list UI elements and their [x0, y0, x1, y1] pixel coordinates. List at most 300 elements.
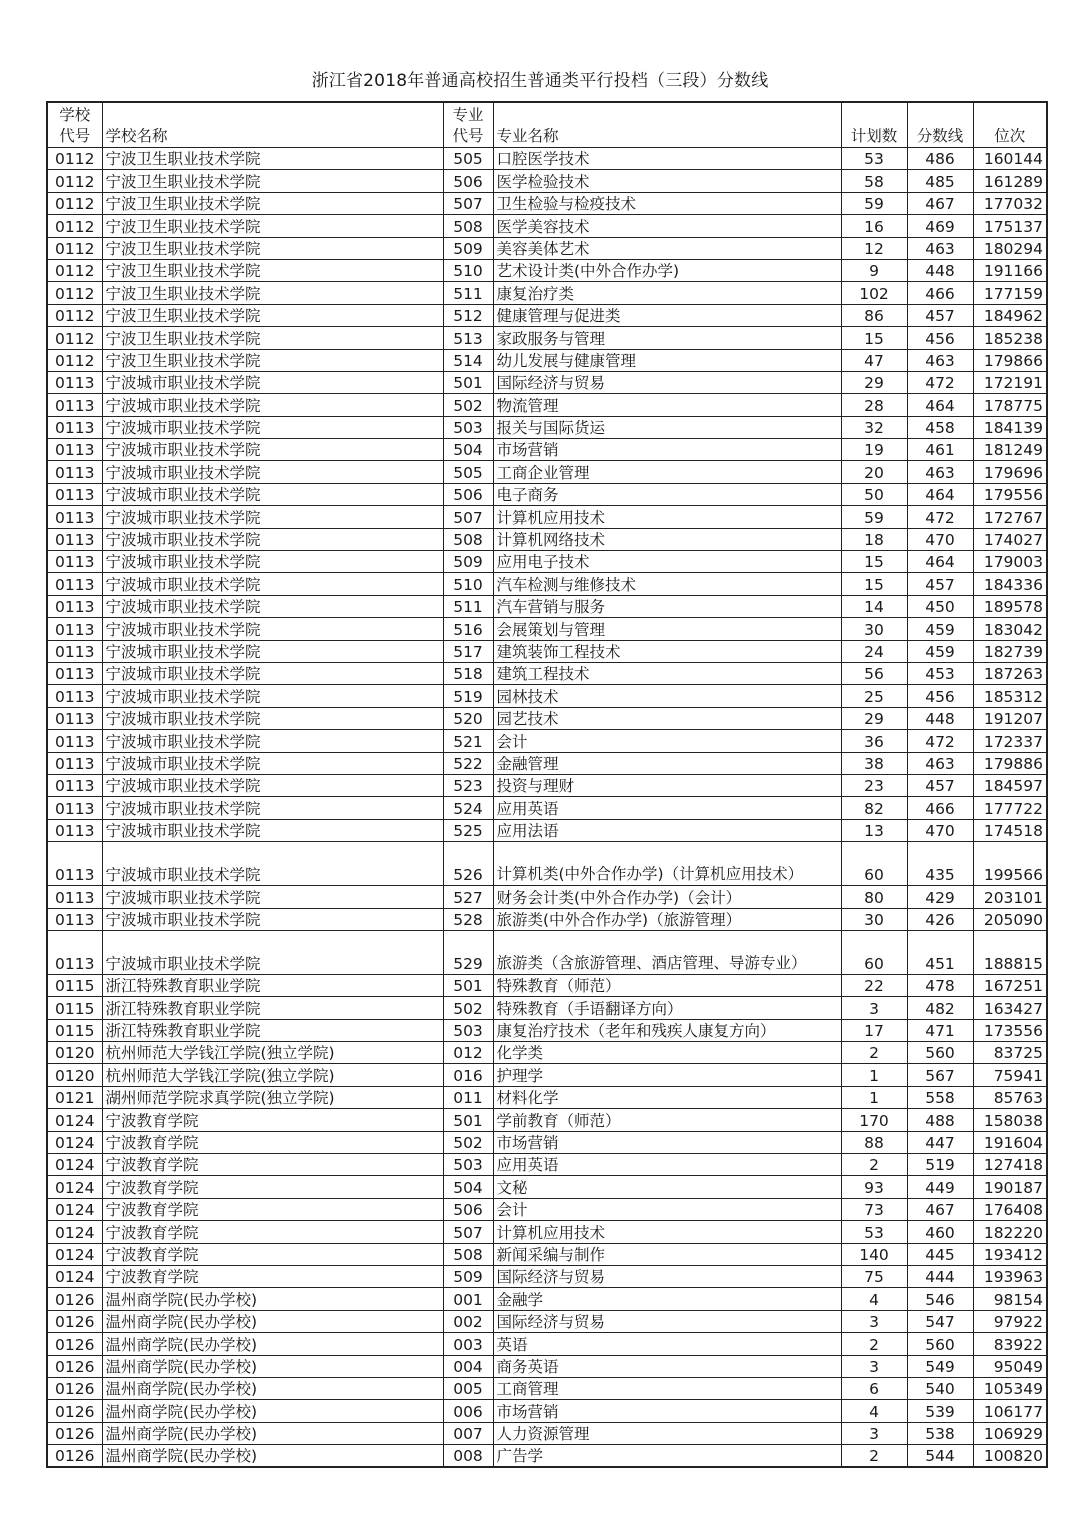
cell-school-name: 温州商学院(民办学校)	[102, 1422, 443, 1444]
cell-score: 461	[907, 439, 973, 461]
table-row	[47, 974, 1047, 996]
cell-major-code: 511	[443, 282, 493, 304]
cell-score: 470	[907, 819, 973, 841]
table-row	[47, 618, 1047, 640]
cell-major-name: 材料化学	[493, 1086, 841, 1108]
cell-major-name: 文秘	[493, 1176, 841, 1198]
table-row	[47, 1109, 1047, 1131]
cell-major-code: 511	[443, 595, 493, 617]
table-row	[47, 461, 1047, 483]
cell-plan: 3	[841, 1310, 907, 1332]
cell-plan: 15	[841, 327, 907, 349]
cell-score: 458	[907, 416, 973, 438]
header-score: 分数线	[907, 102, 973, 148]
cell-plan: 75	[841, 1265, 907, 1287]
cell-score: 488	[907, 1109, 973, 1131]
cell-score: 459	[907, 618, 973, 640]
cell-major-code: 521	[443, 730, 493, 752]
cell-score: 457	[907, 304, 973, 326]
cell-major-name: 物流管理	[493, 394, 841, 416]
cell-school-name: 宁波教育学院	[102, 1154, 443, 1176]
cell-major-name: 计算机应用技术	[493, 1221, 841, 1243]
cell-plan: 59	[841, 506, 907, 528]
cell-major-code: 512	[443, 304, 493, 326]
cell-rank: 161289	[973, 170, 1047, 192]
cell-plan: 1	[841, 1064, 907, 1086]
cell-school-name: 宁波卫生职业技术学院	[102, 327, 443, 349]
cell-school-name: 温州商学院(民办学校)	[102, 1288, 443, 1310]
cell-school-name: 宁波城市职业技术学院	[102, 842, 443, 886]
cell-major-name: 国际经济与贸易	[493, 1310, 841, 1332]
cell-school-code: 0120	[47, 1064, 102, 1086]
table-row	[47, 394, 1047, 416]
cell-plan: 38	[841, 752, 907, 774]
cell-school-name: 宁波教育学院	[102, 1198, 443, 1220]
cell-school-code: 0115	[47, 974, 102, 996]
cell-major-code: 001	[443, 1288, 493, 1310]
cell-rank: 177032	[973, 192, 1047, 214]
cell-score: 466	[907, 797, 973, 819]
cell-major-name: 汽车营销与服务	[493, 595, 841, 617]
cell-score: 460	[907, 1221, 973, 1243]
cell-score: 464	[907, 551, 973, 573]
cell-plan: 29	[841, 707, 907, 729]
cell-major-code: 505	[443, 461, 493, 483]
table-row	[47, 1310, 1047, 1332]
cell-plan: 102	[841, 282, 907, 304]
cell-major-name: 旅游类(中外合作办学)（旅游管理）	[493, 908, 841, 930]
cell-major-name: 计算机类(中外合作办学)（计算机应用技术）	[493, 842, 841, 886]
cell-rank: 85763	[973, 1086, 1047, 1108]
cell-major-name: 护理学	[493, 1064, 841, 1086]
cell-major-name: 人力资源管理	[493, 1422, 841, 1444]
cell-major-name: 健康管理与促进类	[493, 304, 841, 326]
cell-major-name: 幼儿发展与健康管理	[493, 349, 841, 371]
cell-score: 463	[907, 752, 973, 774]
cell-school-code: 0113	[47, 707, 102, 729]
cell-school-name: 宁波城市职业技术学院	[102, 618, 443, 640]
cell-school-code: 0113	[47, 730, 102, 752]
cell-rank: 182739	[973, 640, 1047, 662]
cell-school-name: 宁波城市职业技术学院	[102, 797, 443, 819]
cell-school-name: 宁波城市职业技术学院	[102, 730, 443, 752]
cell-major-code: 508	[443, 528, 493, 550]
cell-rank: 178775	[973, 394, 1047, 416]
cell-major-name: 工商企业管理	[493, 461, 841, 483]
cell-score: 429	[907, 886, 973, 908]
table-row	[47, 371, 1047, 393]
cell-plan: 2	[841, 1042, 907, 1064]
cell-rank: 179696	[973, 461, 1047, 483]
cell-plan: 4	[841, 1400, 907, 1422]
cell-major-name: 医学检验技术	[493, 170, 841, 192]
cell-rank: 173556	[973, 1019, 1047, 1041]
cell-major-name: 汽车检测与维修技术	[493, 573, 841, 595]
table-row	[47, 1288, 1047, 1310]
cell-school-code: 0124	[47, 1131, 102, 1153]
table-row	[47, 819, 1047, 841]
cell-plan: 53	[841, 148, 907, 170]
cell-plan: 23	[841, 774, 907, 796]
cell-major-code: 506	[443, 483, 493, 505]
cell-school-code: 0112	[47, 215, 102, 237]
cell-major-code: 016	[443, 1064, 493, 1086]
cell-plan: 30	[841, 618, 907, 640]
cell-school-name: 宁波城市职业技术学院	[102, 774, 443, 796]
cell-score: 558	[907, 1086, 973, 1108]
cell-score: 457	[907, 573, 973, 595]
cell-school-code: 0124	[47, 1221, 102, 1243]
cell-school-name: 宁波卫生职业技术学院	[102, 215, 443, 237]
cell-rank: 183042	[973, 618, 1047, 640]
cell-plan: 12	[841, 237, 907, 259]
cell-major-name: 会计	[493, 730, 841, 752]
cell-major-code: 501	[443, 1109, 493, 1131]
cell-plan: 93	[841, 1176, 907, 1198]
cell-school-name: 宁波城市职业技术学院	[102, 685, 443, 707]
table-row	[47, 573, 1047, 595]
cell-plan: 88	[841, 1131, 907, 1153]
cell-rank: 160144	[973, 148, 1047, 170]
cell-rank: 179003	[973, 551, 1047, 573]
cell-major-code: 501	[443, 974, 493, 996]
table-row	[47, 730, 1047, 752]
cell-score: 549	[907, 1355, 973, 1377]
cell-rank: 167251	[973, 974, 1047, 996]
cell-score: 567	[907, 1064, 973, 1086]
cell-school-name: 浙江特殊教育职业学院	[102, 997, 443, 1019]
cell-school-code: 0113	[47, 640, 102, 662]
cell-major-name: 艺术设计类(中外合作办学)	[493, 259, 841, 281]
header-rank: 位次	[973, 102, 1047, 148]
cell-school-code: 0113	[47, 662, 102, 684]
cell-plan: 28	[841, 394, 907, 416]
cell-school-name: 宁波城市职业技术学院	[102, 371, 443, 393]
cell-score: 464	[907, 483, 973, 505]
cell-plan: 82	[841, 797, 907, 819]
table-row	[47, 1355, 1047, 1377]
cell-score: 472	[907, 730, 973, 752]
table-row	[47, 1221, 1047, 1243]
cell-major-code: 503	[443, 1154, 493, 1176]
cell-school-name: 宁波卫生职业技术学院	[102, 148, 443, 170]
table-row	[47, 1400, 1047, 1422]
cell-school-code: 0113	[47, 842, 102, 886]
cell-major-name: 建筑工程技术	[493, 662, 841, 684]
cell-school-name: 宁波教育学院	[102, 1243, 443, 1265]
cell-major-name: 计算机网络技术	[493, 528, 841, 550]
cell-rank: 187263	[973, 662, 1047, 684]
table-body	[47, 148, 1047, 1468]
cell-score: 453	[907, 662, 973, 684]
cell-rank: 179886	[973, 752, 1047, 774]
cell-major-code: 509	[443, 551, 493, 573]
cell-school-name: 宁波城市职业技术学院	[102, 506, 443, 528]
cell-score: 445	[907, 1243, 973, 1265]
cell-school-name: 宁波城市职业技术学院	[102, 886, 443, 908]
cell-school-name: 宁波城市职业技术学院	[102, 528, 443, 550]
header-major-name: 专业名称	[493, 102, 841, 148]
cell-school-code: 0113	[47, 886, 102, 908]
cell-school-name: 宁波城市职业技术学院	[102, 595, 443, 617]
cell-score: 464	[907, 394, 973, 416]
cell-school-code: 0115	[47, 997, 102, 1019]
cell-school-code: 0112	[47, 349, 102, 371]
cell-major-name: 口腔医学技术	[493, 148, 841, 170]
cell-score: 467	[907, 1198, 973, 1220]
cell-major-name: 美容美体艺术	[493, 237, 841, 259]
cell-school-code: 0124	[47, 1176, 102, 1198]
cell-rank: 184962	[973, 304, 1047, 326]
table-row	[47, 1265, 1047, 1287]
cell-school-code: 0113	[47, 774, 102, 796]
cell-major-name: 医学美容技术	[493, 215, 841, 237]
cell-school-name: 湖州师范学院求真学院(独立学院)	[102, 1086, 443, 1108]
table-row	[47, 282, 1047, 304]
document-title: 浙江省2018年普通高校招生普通类平行投档（三段）分数线	[311, 71, 769, 91]
cell-score: 435	[907, 842, 973, 886]
table-row	[47, 528, 1047, 550]
cell-plan: 3	[841, 1355, 907, 1377]
table-row	[47, 215, 1047, 237]
cell-score: 470	[907, 528, 973, 550]
cell-major-name: 国际经济与贸易	[493, 371, 841, 393]
cell-rank: 185312	[973, 685, 1047, 707]
table-row	[47, 1377, 1047, 1399]
cell-school-code: 0113	[47, 819, 102, 841]
cell-score: 457	[907, 774, 973, 796]
cell-school-code: 0112	[47, 327, 102, 349]
cell-rank: 106177	[973, 1400, 1047, 1422]
cell-school-code: 0112	[47, 237, 102, 259]
cell-school-name: 宁波卫生职业技术学院	[102, 170, 443, 192]
cell-school-code: 0113	[47, 618, 102, 640]
cell-score: 485	[907, 170, 973, 192]
cell-school-name: 宁波城市职业技术学院	[102, 461, 443, 483]
cell-rank: 176408	[973, 1198, 1047, 1220]
cell-major-code: 502	[443, 997, 493, 1019]
cell-major-code: 517	[443, 640, 493, 662]
cell-major-name: 特殊教育（手语翻译方向）	[493, 997, 841, 1019]
cell-major-name: 金融管理	[493, 752, 841, 774]
cell-score: 448	[907, 707, 973, 729]
cell-rank: 181249	[973, 439, 1047, 461]
cell-major-code: 522	[443, 752, 493, 774]
table-row	[47, 349, 1047, 371]
table-header-row	[47, 102, 1047, 148]
table-row	[47, 1176, 1047, 1198]
table-row	[47, 842, 1047, 886]
cell-major-name: 化学类	[493, 1042, 841, 1064]
cell-major-name: 金融学	[493, 1288, 841, 1310]
cell-rank: 184336	[973, 573, 1047, 595]
cell-rank: 189578	[973, 595, 1047, 617]
cell-major-name: 康复治疗类	[493, 282, 841, 304]
header-major-code: 专业代号	[443, 102, 493, 148]
table-row	[47, 1019, 1047, 1041]
cell-school-name: 宁波教育学院	[102, 1265, 443, 1287]
cell-major-name: 建筑装饰工程技术	[493, 640, 841, 662]
cell-score: 459	[907, 640, 973, 662]
table-row	[47, 685, 1047, 707]
cell-school-code: 0113	[47, 908, 102, 930]
cell-major-code: 011	[443, 1086, 493, 1108]
cell-rank: 83922	[973, 1333, 1047, 1355]
cell-rank: 97922	[973, 1310, 1047, 1332]
cell-major-code: 508	[443, 1243, 493, 1265]
cell-school-code: 0113	[47, 752, 102, 774]
cell-plan: 2	[841, 1445, 907, 1468]
cell-school-code: 0113	[47, 551, 102, 573]
cell-school-code: 0112	[47, 148, 102, 170]
cell-plan: 3	[841, 997, 907, 1019]
cell-school-name: 宁波卫生职业技术学院	[102, 282, 443, 304]
cell-major-name: 报关与国际货运	[493, 416, 841, 438]
cell-major-name: 应用英语	[493, 797, 841, 819]
cell-score: 450	[907, 595, 973, 617]
table-row	[47, 1333, 1047, 1355]
table-row	[47, 1198, 1047, 1220]
cell-school-code: 0113	[47, 595, 102, 617]
cell-rank: 158038	[973, 1109, 1047, 1131]
cell-plan: 73	[841, 1198, 907, 1220]
cell-major-code: 510	[443, 573, 493, 595]
cell-school-name: 温州商学院(民办学校)	[102, 1377, 443, 1399]
cell-plan: 9	[841, 259, 907, 281]
table-row	[47, 1422, 1047, 1444]
cell-school-code: 0126	[47, 1333, 102, 1355]
cell-major-code: 527	[443, 886, 493, 908]
cell-score: 472	[907, 371, 973, 393]
table-row	[47, 662, 1047, 684]
cell-major-name: 市场营销	[493, 439, 841, 461]
cell-rank: 95049	[973, 1355, 1047, 1377]
table-row	[47, 259, 1047, 281]
cell-rank: 191166	[973, 259, 1047, 281]
cell-rank: 184597	[973, 774, 1047, 796]
cell-school-code: 0126	[47, 1355, 102, 1377]
cell-major-code: 507	[443, 1221, 493, 1243]
cell-plan: 86	[841, 304, 907, 326]
cell-score: 478	[907, 974, 973, 996]
cell-plan: 29	[841, 371, 907, 393]
cell-school-name: 宁波教育学院	[102, 1221, 443, 1243]
cell-major-code: 506	[443, 170, 493, 192]
cell-school-name: 宁波城市职业技术学院	[102, 819, 443, 841]
header-school-code: 学校代号	[47, 102, 102, 148]
cell-score: 540	[907, 1377, 973, 1399]
cell-rank: 98154	[973, 1288, 1047, 1310]
table-row	[47, 1154, 1047, 1176]
cell-major-code: 518	[443, 662, 493, 684]
cell-major-code: 505	[443, 148, 493, 170]
cell-school-name: 宁波卫生职业技术学院	[102, 304, 443, 326]
cell-score: 451	[907, 930, 973, 974]
cell-major-code: 005	[443, 1377, 493, 1399]
cell-school-code: 0121	[47, 1086, 102, 1108]
cell-school-name: 宁波城市职业技术学院	[102, 908, 443, 930]
cell-rank: 190187	[973, 1176, 1047, 1198]
cell-score: 426	[907, 908, 973, 930]
cell-major-name: 应用电子技术	[493, 551, 841, 573]
cell-score: 538	[907, 1422, 973, 1444]
cell-school-code: 0124	[47, 1109, 102, 1131]
cell-school-code: 0113	[47, 394, 102, 416]
cell-major-code: 503	[443, 416, 493, 438]
table-row	[47, 148, 1047, 170]
cell-school-name: 宁波城市职业技术学院	[102, 416, 443, 438]
cell-school-code: 0126	[47, 1288, 102, 1310]
cell-major-name: 家政服务与管理	[493, 327, 841, 349]
cell-school-code: 0113	[47, 685, 102, 707]
cell-major-code: 510	[443, 259, 493, 281]
cell-major-code: 513	[443, 327, 493, 349]
cell-major-code: 004	[443, 1355, 493, 1377]
cell-plan: 2	[841, 1154, 907, 1176]
cell-school-name: 宁波城市职业技术学院	[102, 551, 443, 573]
table-row	[47, 1042, 1047, 1064]
cell-rank: 180294	[973, 237, 1047, 259]
cell-school-code: 0126	[47, 1400, 102, 1422]
cell-score: 456	[907, 685, 973, 707]
cell-school-code: 0113	[47, 439, 102, 461]
cell-score: 448	[907, 259, 973, 281]
cell-score: 463	[907, 349, 973, 371]
cell-plan: 60	[841, 842, 907, 886]
cell-school-code: 0113	[47, 506, 102, 528]
cell-score: 547	[907, 1310, 973, 1332]
cell-school-name: 宁波教育学院	[102, 1176, 443, 1198]
cell-score: 471	[907, 1019, 973, 1041]
cell-school-code: 0124	[47, 1243, 102, 1265]
cell-major-code: 520	[443, 707, 493, 729]
cell-rank: 191604	[973, 1131, 1047, 1153]
cell-score: 546	[907, 1288, 973, 1310]
cell-plan: 25	[841, 685, 907, 707]
cell-rank: 193412	[973, 1243, 1047, 1265]
header-plan: 计划数	[841, 102, 907, 148]
cell-major-code: 008	[443, 1445, 493, 1468]
cell-major-name: 计算机应用技术	[493, 506, 841, 528]
cell-plan: 4	[841, 1288, 907, 1310]
cell-major-name: 学前教育（师范）	[493, 1109, 841, 1131]
cell-major-name: 财务会计类(中外合作办学)（会计）	[493, 886, 841, 908]
cell-rank: 184139	[973, 416, 1047, 438]
cell-rank: 191207	[973, 707, 1047, 729]
cell-score: 469	[907, 215, 973, 237]
cell-school-name: 杭州师范大学钱江学院(独立学院)	[102, 1064, 443, 1086]
cell-school-name: 宁波城市职业技术学院	[102, 662, 443, 684]
cell-school-code: 0126	[47, 1377, 102, 1399]
cell-plan: 170	[841, 1109, 907, 1131]
cell-major-name: 会计	[493, 1198, 841, 1220]
cell-rank: 172767	[973, 506, 1047, 528]
cell-score: 444	[907, 1265, 973, 1287]
cell-school-code: 0112	[47, 282, 102, 304]
cell-school-name: 宁波卫生职业技术学院	[102, 259, 443, 281]
cell-plan: 13	[841, 819, 907, 841]
cell-major-name: 广告学	[493, 1445, 841, 1468]
cell-school-code: 0113	[47, 573, 102, 595]
cell-score: 463	[907, 461, 973, 483]
cell-rank: 106929	[973, 1422, 1047, 1444]
cell-major-name: 园林技术	[493, 685, 841, 707]
cell-school-name: 温州商学院(民办学校)	[102, 1355, 443, 1377]
table-row	[47, 930, 1047, 974]
cell-school-name: 浙江特殊教育职业学院	[102, 974, 443, 996]
cell-score: 560	[907, 1042, 973, 1064]
cell-plan: 53	[841, 1221, 907, 1243]
